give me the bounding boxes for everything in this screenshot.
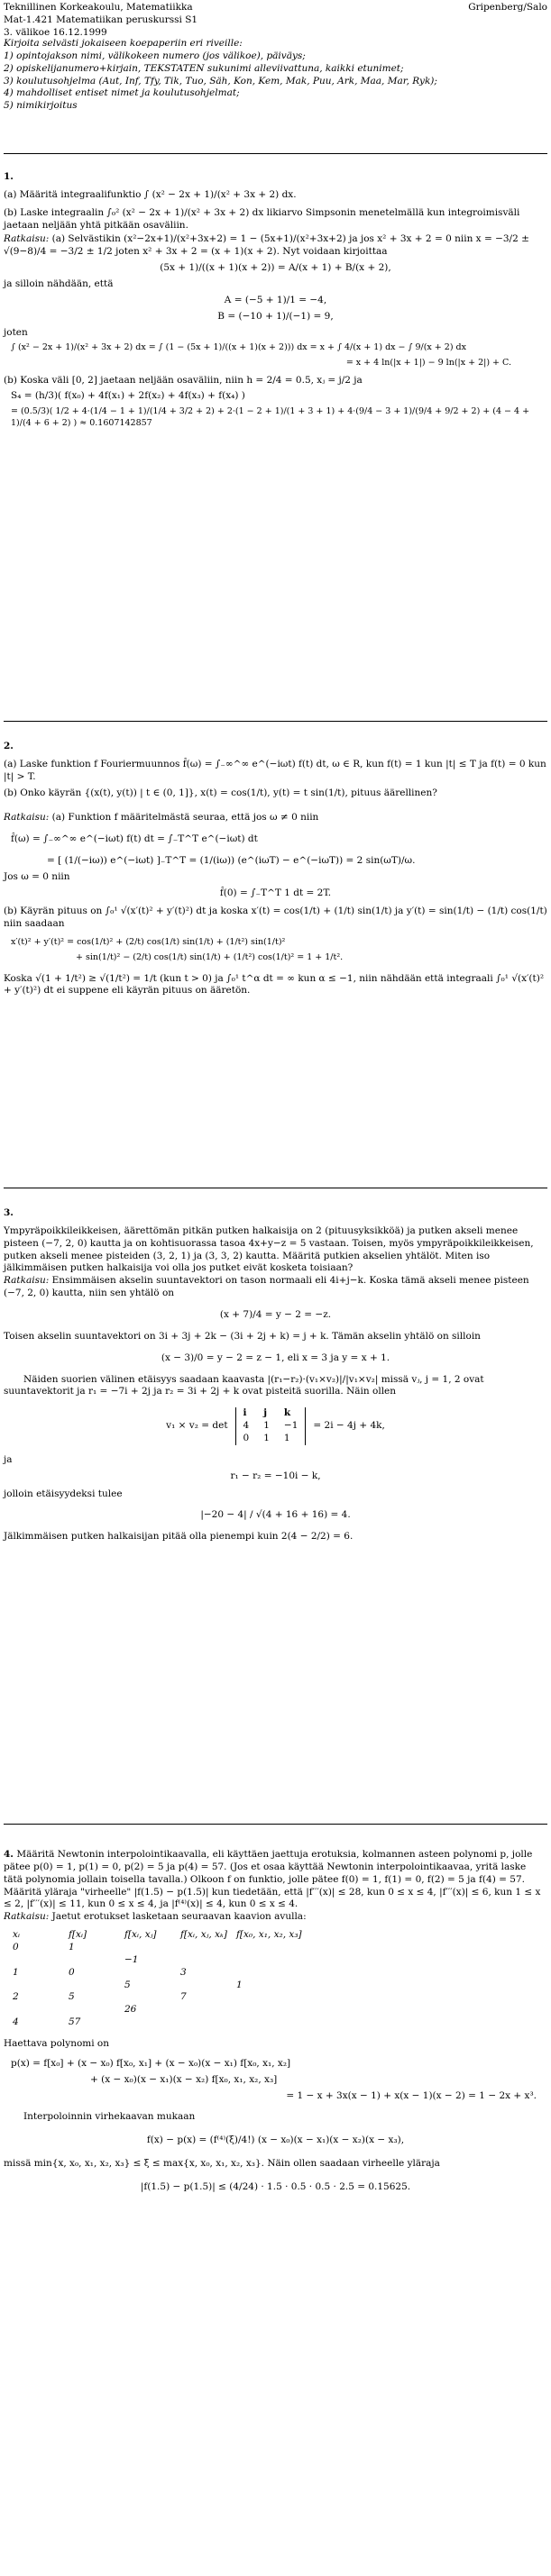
table-cell: 5 [124,1979,131,1990]
table-row [11,1991,337,2004]
table-cell [123,1942,179,1954]
matrix-cell: 0 [243,1433,250,1444]
problem-number: 2. [4,741,14,751]
table-cell [123,1991,179,2004]
table-cell: 3 [180,1966,187,1978]
equation: ∫ (x² − 2x + 1)/(x² + 3x + 2) dx = ∫ (1 − (5x + 1)/((x + 1)(x + 2))) dx = x + ∫ 4/(x + 1) dx − ∫ 9/(x + 2) dx [11,342,466,353]
instruction-item: 5) nimikirjoitus [4,100,78,112]
table-cell [234,2016,337,2029]
equation: = x + 4 ln(|x + 1|) − 9 ln(|x + 2|) + C. [345,357,511,368]
equation: + sin(1/t)² − (2/t) cos(1/t) sin(1/t) + (1/t²) cos(1/t)² = 1 + 1/t². [76,951,344,962]
divider [4,1824,547,1825]
text: Jälkimmäisen putken halkaisijan pitää olla pienempi kuin 2(4 − 2/2) = 6. [4,1531,354,1543]
equation: = [ (1/(−iω)) e^(−iωt) ]₋T^T = (1/(iω)) (e^(iωT) − e^(−iωT)) = 2 sin(ωT)/ω. [47,855,416,867]
table-cell: 26 [124,2004,137,2016]
table-header-row [11,1929,337,1942]
equation: + (x − x₀)(x − x₁)(x − x₂) f[x₀, x₁, x₂, x₃] [90,2073,278,2085]
exam-title: 3. välikoe 16.12.1999 [4,26,107,38]
divider [4,721,547,722]
problem-4 [4,1849,547,2205]
text: Interpoloinnin virhekaavan mukaan [23,2111,196,2123]
table-cell: 0 [69,1966,75,1978]
divider [4,153,547,154]
equation: |f(1.5) − p(1.5)| ≤ (4/24) · 1.5 · 0.5 · 0.5 · 2.5 = 0.15625. [140,2181,411,2193]
matrix-cell: j [263,1407,268,1419]
equation: f̂(0) = ∫₋T^T 1 dt = 2T. [219,887,332,898]
table-cell [234,1942,337,1954]
matrix-cell: i [243,1407,247,1419]
header [4,2,547,40]
table-cell [67,1980,123,1992]
table-cell [179,2016,234,2029]
solution-label: Ratkaisu: [4,812,50,824]
table-cell: 1 [69,1942,75,1953]
equation: p(x) = f[x₀] + (x − x₀) f[x₀, x₁] + (x − x₀)(x − x₁) f[x₀, x₁, x₂] [11,2057,291,2069]
table-cell [11,2004,67,2016]
problem-3-task: Ympyräpoikkileikkeisen, äärettömän pitkän putken halkaisija on 2 (pituusyksikköä) ja putken akseli menee pisteen (−7, 2, 0) kautta ja on kohtisuorassa tasoa 4x+y−z = 5 vastaan. Toisen, myös ympyräpoikkileikkeisen, putken akseli menee pisteiden (3, 2, 1) ja (3, 3, 2) kautta. Määritä putkien akselien yhtälöt. Miten iso jälkimmäisen putken halkaisija voi olla jos putket eivät kosketa toisiaan? [4,1224,534,1274]
equation: S₄ = (h/3)( f(x₀) + 4f(x₁) + 2f(x₂) + 4f(x₃) + f(x₄) ) [11,390,245,402]
table-row [11,1954,337,1967]
table-cell [67,2004,123,2016]
solution-label: Ratkaisu: [4,1275,50,1287]
table-header: f[x₀, x₁, x₂, x₃] [236,1929,302,1941]
matrix-cell: 1 [263,1420,270,1432]
text: Toisen akselin suuntavektori on 3i + 3j + 2k − (3i + 2j + k) = j + k. Tämän akselin yhtälö on silloin [4,1330,481,1342]
cross-product-equation [4,1407,547,1445]
matrix-cell: 1 [263,1433,270,1444]
table-cell: 57 [69,2016,81,2028]
table-cell [11,1954,67,1967]
instruction-item: 3) koulutusohjelma (Aut, Inf, Tfy, Tik, Tuo, Säh, Kon, Kem, Mak, Puu, Ark, Maa, Mar, Ryk); [4,75,437,86]
equation: B = (−10 + 1)/(−1) = 9, [217,310,334,322]
text: Koska √(1 + 1/t²) ≥ √(1/t²) = 1/t (kun t > 0) ja ∫₀¹ t^α dt = ∞ kun α ≤ −1, niin nähdään että integraali ∫₀¹ √(x′(t)² + y′(t)²) dt ei suppene eli käyrän pituus on ääretön. [4,972,545,997]
divided-differences-table [11,1929,337,2029]
table-cell: 1 [236,1979,243,1990]
table-cell: −1 [124,1953,139,1965]
problem-1 [4,171,547,432]
text: joten [4,326,28,338]
equation: = 2i − 4j + 4k, [313,1420,385,1432]
solution-2b: (b) Käyrän pituus on ∫₀¹ √(x′(t)² + y′(t)²) dt ja koska x′(t) = cos(1/t) + (1/t) sin(1/t) ja y′(t) = sin(1/t) − (1/t) cos(1/t) niin saadaan [4,905,547,929]
solution-4: Jaetut erotukset lasketaan seuraavan kaavion avulla: [51,1911,307,1923]
instruction-item: 2) opiskelijanumero+kirjain, TEKSTATEN sukunimi alleviivattuna, kaikki etunimet; [4,62,404,74]
table-header: f[xᵢ, xⱼ] [124,1929,157,1941]
table-row [11,2004,337,2016]
instructions [4,38,547,113]
table-cell [234,1991,337,2004]
matrix-cell: 1 [283,1433,290,1444]
table-cell: 2 [13,1991,19,2003]
table-cell [123,2016,179,2029]
matrix-cell: 4 [243,1420,250,1432]
table-row [11,1967,337,1980]
equation: r₁ − r₂ = −10i − k, [230,1470,321,1481]
solution-1b: (b) Koska väli [0, 2] jaetaan neljään osaväliin, niin h = 2/4 = 0.5, xⱼ = j/2 ja [4,374,363,386]
course-name: Mat-1.421 Matematiikan peruskurssi S1 [4,14,198,25]
author-names: Gripenberg/Salo [468,2,547,13]
solution-1a: (a) Selvästikin (x²−2x+1)/(x²+3x+2) = 1 − (5x+1)/(x²+3x+2) ja jos x² + 3x + 2 = 0 niin x = −3/2 ± √(9−8)/4 = −3/2 ± 1/2 joten x² + 3x + 2 = (x + 1)(x + 2). Nyt voidaan kirjoittaa [4,233,529,258]
table-cell [179,1942,234,1954]
table-cell: 7 [180,1991,187,2003]
table-cell [179,1954,234,1967]
problem-2b: (b) Onko käyrän {(x(t), y(t)) | t ∈ (0, 1]}, x(t) = cos(1/t), y(t) = t sin(1/t), pituus äärellinen? [4,787,437,798]
table-cell [67,1954,123,1967]
problem-2 [4,741,547,997]
table-cell [179,1980,234,1992]
problem-1a: (a) Määritä integraalifunktio ∫ (x² − 2x + 1)/(x² + 3x + 2) dx. [4,188,297,200]
problem-number: 3. [4,1207,14,1218]
text: Haettava polynomi on [4,2038,110,2050]
instructions-lead: Kirjoita selvästi jokaiseen koepaperiin eri riveille: [4,38,243,49]
table-row [11,1942,337,1954]
problem-2a: (a) Laske funktion f Fouriermuunnos f̂(ω) = ∫₋∞^∞ e^(−iωt) f(t) dt, ω ∈ R, kun f(t) = 1 kun |t| ≤ T ja f(t) = 0 kun |t| > T. [4,758,546,782]
equation: x′(t)² + y′(t)² = cos(1/t)² + (2/t) cos(1/t) sin(1/t) + (1/t²) sin(1/t)² [11,937,286,948]
solution-label: Ratkaisu: [4,1911,50,1923]
table-cell [11,1980,67,1992]
instruction-item: 4) mahdolliset entiset nimet ja koulutusohjelmat; [4,87,240,99]
problem-4-task: Määritä Newtonin interpolointikaavalla, eli käyttäen jaettuja erotuksia, kolmannen asteen polynomi p, jolle pätee p(0) = 1, p(1) = 0, p(2) = 5 ja p(4) = 57. (Jos et osaa käyttää Newtonin interpolointikaavaa, yritä laske tätä polynomia jollain toisella tavalla.) Olkoon f on funktio, jolle pätee f(0) = 1, f(1) = 0, f(2) = 5 ja f(4) = 57. Määritä yläraja "virheelle" |f(1.5) − p(1.5)| kun tiedetään, että |f′′′(x)| ≤ 28, kun 0 ≤ x ≤ 4, |f′′′(x)| ≤ 6, kun 1 ≤ x ≤ 2, |f′′′(x)| ≤ 11, kun 0 ≤ x ≤ 4, ja |f⁽⁴⁾(x)| ≤ 4, kun 0 ≤ x ≤ 4. [4,1849,541,1910]
problem-number: 4. [4,1849,14,1860]
table-header: f[xᵢ] [69,1929,87,1941]
matrix-cell: k [283,1407,291,1419]
table-cell [123,1967,179,1980]
text: ja silloin nähdään, että [4,278,114,290]
equation: (5x + 1)/((x + 1)(x + 2)) = A/(x + 1) + B/(x + 2), [160,262,391,274]
table-cell [234,2004,337,2016]
text: Näiden suorien välinen etäisyys saadaan kaavasta |(r₁−r₂)·(v₁×v₂)|/|v₁×v₂| missä vⱼ, j = 1, 2 ovat suuntavektorit ja r₁ = −7i + 2j ja r₂ = 3i + 2j + k ovat pisteitä suorilla. Näin ollen [4,1373,484,1397]
matrix-cell: −1 [283,1420,298,1432]
equation: (x + 7)/4 = y − 2 = −z. [219,1309,332,1321]
table-cell: 1 [13,1966,19,1978]
table-cell: 5 [69,1991,75,2003]
text: ja [4,1453,13,1465]
text: missä min{x, x₀, x₁, x₂, x₃} ≤ ξ ≤ max{x, x₀, x₁, x₂, x₃}. Näin ollen saadaan virheelle yläraja [4,2158,440,2170]
text: Jos ω = 0 niin [4,871,70,883]
problem-number: 1. [4,171,14,182]
table-header: f[xᵢ, xⱼ, xₖ] [180,1929,227,1941]
solution-label: Ratkaisu: [4,233,50,245]
equation: |−20 − 4| / √(4 + 16 + 16) = 4. [200,1509,351,1521]
table-row [11,2016,337,2029]
instruction-item: 1) opintojakson nimi, välikokeen numero (jos välikoe), päiväys; [4,50,306,61]
equation: v₁ × v₂ = det [166,1420,228,1432]
equation: = 1 − x + 3x(x − 1) + x(x − 1)(x − 2) = 1 − 2x + x³. [286,2089,537,2101]
table-cell: 4 [13,2016,19,2028]
table-header: xᵢ [13,1929,21,1941]
table-cell [234,1954,337,1967]
determinant-matrix [235,1407,307,1445]
table-cell: 0 [13,1942,19,1953]
problem-1b: (b) Laske integraalin ∫₀² (x² − 2x + 1)/(x² + 3x + 2) dx likiarvo Simpsonin menetelmällä kun integroimisväli jaetaan neljään yhtä pitkään osaväliin. [4,206,520,231]
equation: f(x) − p(x) = (f⁽⁴⁾(ξ)/4!) (x − x₀)(x − x₁)(x − x₂)(x − x₃), [146,2135,405,2146]
solution-3: Ensimmäisen akselin suuntavektori on tason normaali eli 4i+j−k. Koska tämä akseli menee pisteen (−7, 2, 0) kautta, niin sen yhtälö on [4,1275,529,1299]
university-name: Teknillinen Korkeakoulu, Matematiikka [4,2,193,13]
equation: (x − 3)/0 = y − 2 = z − 1, eli x = 3 ja y = x + 1. [161,1352,390,1363]
equation: = (0.5/3)( 1/2 + 4·(1/4 − 1 + 1)/(1/4 + 3/2 + 2) + 2·(1 − 2 + 1)/(1 + 3 + 1) + 4·(9/4 − 3 + 1)/(9/4 + 9/2 + 2) + (4 − 4 + 1)/(4 + 6 + 2) ) ≈ 0.1607142857 [11,406,530,428]
table-cell [234,1967,337,1980]
table-cell [179,2004,234,2016]
equation: f̂(ω) = ∫₋∞^∞ e^(−iωt) f(t) dt = ∫₋T^T e^(−iωt) dt [11,833,258,845]
table-row [11,1980,337,1992]
solution-2a: (a) Funktion f määritelmästä seuraa, että jos ω ≠ 0 niin [51,812,319,824]
text: jolloin etäisyydeksi tulee [4,1488,123,1499]
equation: A = (−5 + 1)/1 = −4, [224,294,327,305]
problem-3 [4,1207,547,1543]
